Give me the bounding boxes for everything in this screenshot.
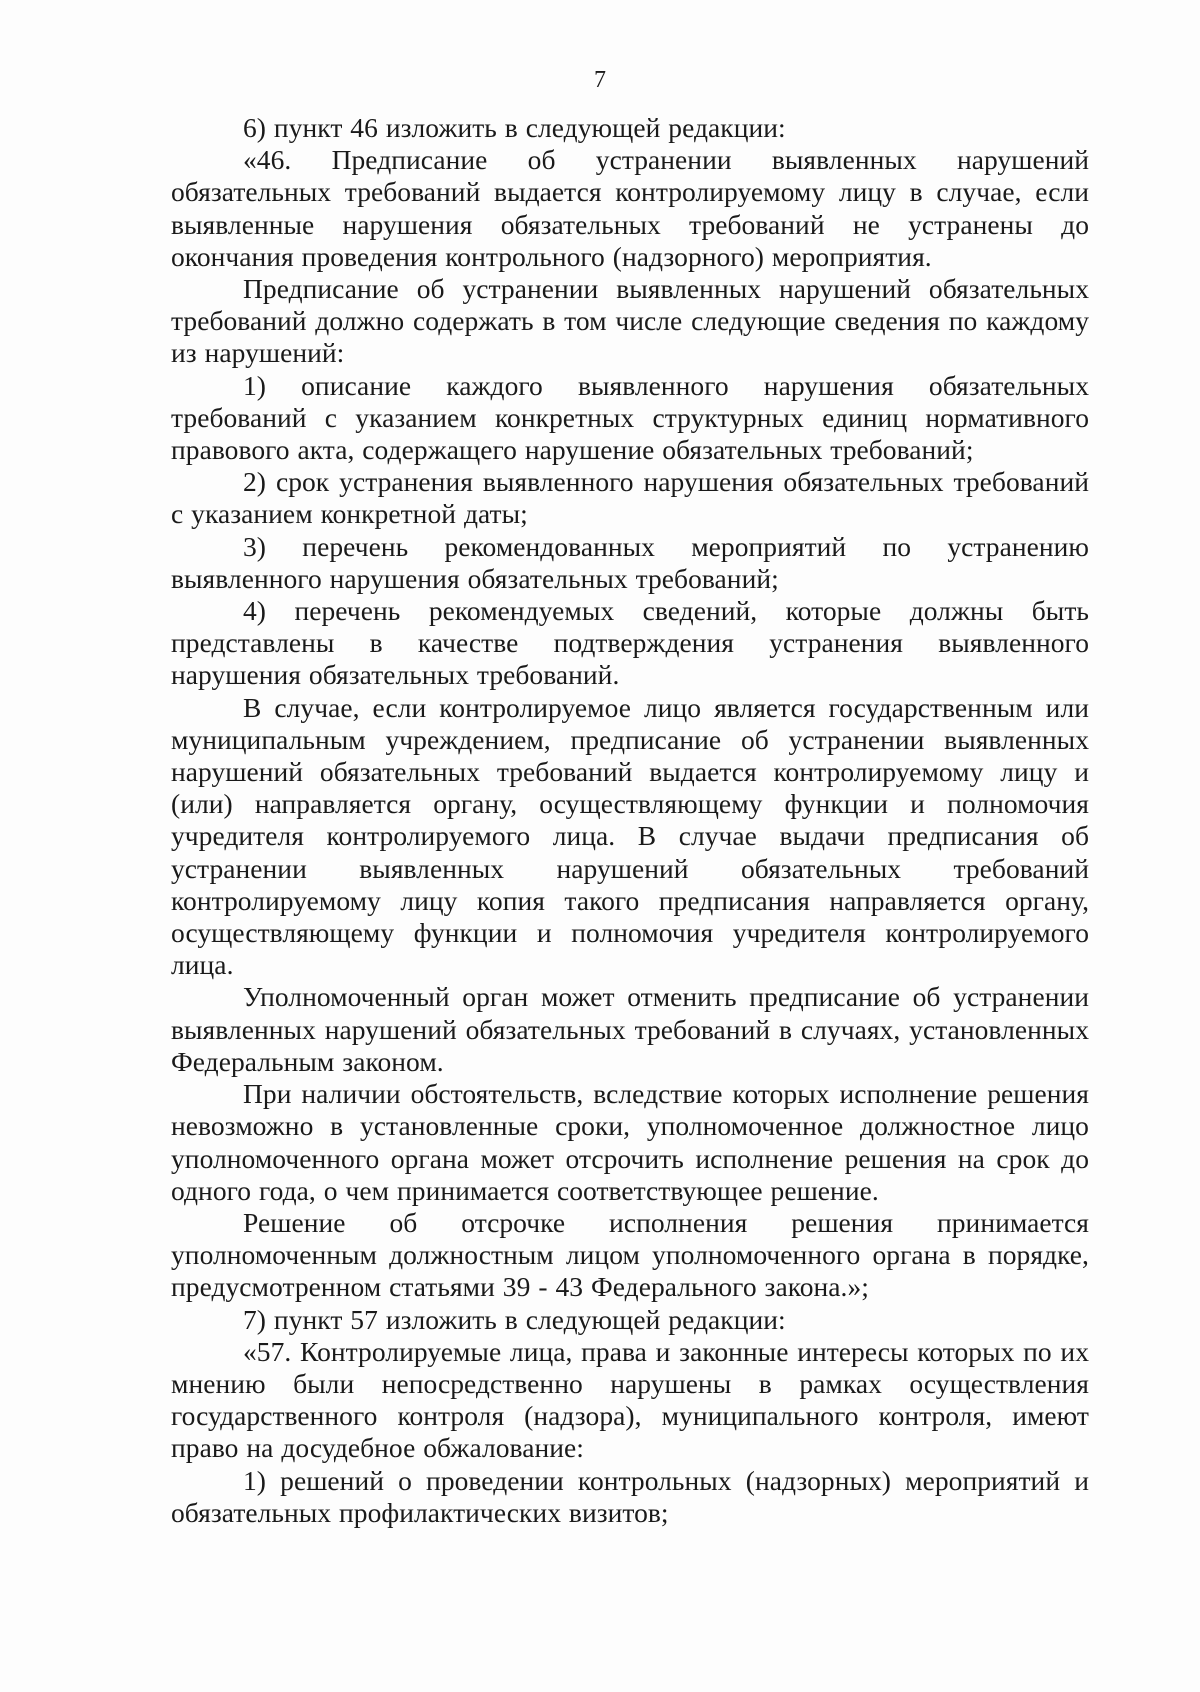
paragraph-point-46: «46. Предписание об устранении выявленных нарушений обязательных требований выдается контролируемому лицу в случае, если выявленные нарушения обязательных требований не устранены до окончания проведения контрольного (надзорного) мероприятия. [171,144,1089,272]
paragraph-subitem-4: 4) перечень рекомендуемых сведений, которые должны быть представлены в качестве подтверждения устранения выявленного нарушения обязательных требований. [171,595,1089,691]
paragraph-subitem-1: 1) описание каждого выявленного нарушения обязательных требований с указанием конкретных структурных единиц нормативного правового акта, содержащего нарушение обязательных требований; [171,369,1089,466]
paragraph-prescription-content: Предписание об устранении выявленных нарушений обязательных требований должно содержать в том числе следующие сведения по каждому из нарушений: [171,273,1089,369]
paragraph-subitem-3: 3) перечень рекомендованных мероприятий по устранению выявленного нарушения обязательных требований; [171,530,1089,594]
paragraph-deferral-circumstances: При наличии обстоятельств, вследствие которых исполнение решения невозможно в установленные сроки, уполномоченное должностное лицо уполномоченного органа может отсрочить исполнение решения на срок до одного года, о чем принимается соответствующее решение. [171,1078,1089,1206]
paragraph-item-6: 6) пункт 46 изложить в следующей редакции: [243,112,786,143]
paragraph-point-57: «57. Контролируемые лица, права и законные интересы которых по их мнению были непосредственно нарушены в рамках осуществления государственного контроля (надзора), муниципального контроля, имеют право на досудебное обжалование: [171,1335,1089,1464]
paragraph-deferral-decision: Решение об отсрочке исполнения решения принимается уполномоченным должностным лицом уполномоченного органа в порядке, предусмотренном статьями 39 - 43 Федерального закона.»; [171,1206,1089,1303]
paragraph-subitem-2: 2) срок устранения выявленного нарушения обязательных требований с указанием конкретной даты; [171,466,1089,530]
page-number: 7 [594,67,606,93]
paragraph-state-institution: В случае, если контролируемое лицо является государственным или муниципальным учреждением, предписание об устранении выявленных нарушений обязательных требований выдается контролируемому лицу и (или) направляется органу, осуществляющему функции и полномочия учредителя контролируемого лица. В случае выдачи предписания об устранении выявленных нарушений обязательных требований контролируемому лицу копия такого предписания направляется органу, осуществляющему функции и полномочия учредителя контролируемого лица. [171,691,1089,981]
document-body [171,112,1089,1529]
paragraph-cancel-prescription: Уполномоченный орган может отменить предписание об устранении выявленных нарушений обязательных требований в случаях, установленных Федеральным законом. [171,981,1089,1077]
paragraph-item-7: 7) пункт 57 изложить в следующей редакции: [243,1303,786,1335]
paragraph-appeal-subitem-1: 1) решений о проведении контрольных (надзорных) мероприятий и обязательных профилактических визитов; [171,1464,1089,1528]
